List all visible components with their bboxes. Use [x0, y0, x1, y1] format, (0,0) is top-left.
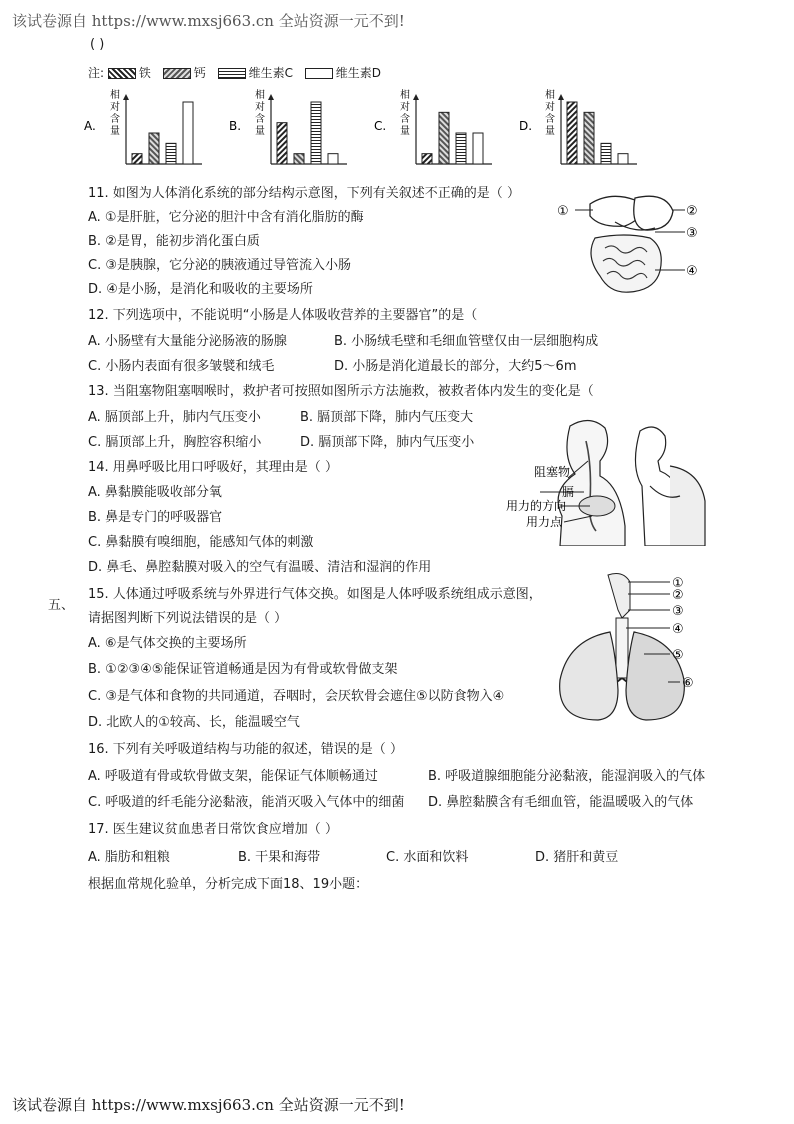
q12-option-a[interactable]: A. 小肠壁有大量能分泌肠液的肠腺 [88, 334, 287, 349]
heimlich-label-force-direction: 用力的方向 [506, 499, 567, 513]
q15-option-c[interactable]: C. ③是气体和食物的共同通道，吞咽时，会厌软骨会遮住⑤以防食物入④ [88, 689, 505, 704]
heimlich-label-obstruction: 阻塞物 [534, 465, 571, 479]
legend-swatch-iron [108, 68, 136, 79]
q15-option-b[interactable]: B. ①②③④⑤能保证管道畅通是因为有骨或软骨做支架 [88, 662, 398, 677]
chart-b-bar-vitamin-c [311, 102, 321, 164]
q17-option-c[interactable]: C. 水面和饮料 [386, 850, 469, 865]
chart-c-ylabel-char: 量 [400, 126, 410, 137]
chart-b-ylabel-char: 对 [255, 102, 265, 113]
chart-a-y-arrow [123, 94, 129, 100]
chart-c-bar-vitamin-c [456, 133, 466, 164]
digestive-label-2: ② [686, 204, 698, 219]
chart-c-bar-vitamin-d [473, 133, 483, 164]
q17-option-a[interactable]: A. 脂肪和粗粮 [88, 850, 170, 865]
chart-c-ylabel-char: 对 [400, 102, 410, 113]
q11-option-b[interactable]: B. ②是胃，能初步消化蛋白质 [88, 234, 260, 249]
chart-d-ylabel-char: 量 [545, 126, 555, 137]
digestive-system-figure [555, 186, 705, 304]
chart-d-bar-vitamin-d [618, 154, 628, 164]
q14-option-d[interactable]: D. 鼻毛、鼻腔黏膜对吸入的空气有温暖、清洁和湿润的作用 [88, 560, 432, 575]
chart-c-ylabel-char: 含 [400, 114, 410, 125]
q11-option-d[interactable]: D. ④是小肠，是消化和吸收的主要场所 [88, 282, 313, 297]
chart-d-option-label: D. [519, 119, 533, 133]
q16-option-b[interactable]: B. 呼吸道腺细胞能分泌黏液，能湿润吸入的气体 [428, 769, 706, 784]
heimlich-label-diaphragm: 膈 [562, 485, 575, 499]
chart-a-bar-vitamin-d [183, 102, 193, 164]
legend-label-calcium: 钙 [193, 66, 206, 80]
digestive-label-1: ① [557, 204, 569, 219]
q16-option-d[interactable]: D. 鼻腔黏膜含有毛细血管，能温暖吸入的气体 [428, 795, 694, 810]
q15-option-a[interactable]: A. ⑥是气体交换的主要场所 [88, 636, 247, 651]
chart-a-option-label: A. [84, 119, 96, 133]
q13-option-d[interactable]: D. 膈顶部下降，肺内气压变小 [300, 435, 475, 450]
chart-d-bar-vitamin-c [601, 143, 611, 164]
margin-mark: 五、 [48, 598, 75, 613]
chart-b [229, 88, 347, 164]
chart-b-ylabel-char: 相 [255, 90, 265, 101]
q13-option-b[interactable]: B. 膈顶部下降，肺内气压变大 [300, 410, 474, 425]
bar-charts-figure [80, 86, 640, 176]
chart-c-y-arrow [413, 94, 419, 100]
respiratory-system-figure [548, 570, 718, 730]
chart-b-y-arrow [268, 94, 274, 100]
q12-option-c[interactable]: C. 小肠内表面有很多皱襞和绒毛 [88, 359, 275, 374]
q13-option-a[interactable]: A. 膈顶部上升，肺内气压变小 [88, 410, 261, 425]
chart-d [519, 88, 637, 164]
chart-b-ylabel-char: 含 [255, 114, 265, 125]
digestive-label-4: ④ [686, 264, 698, 279]
q15-option-d[interactable]: D. 北欧人的①较高、长，能温暖空气 [88, 715, 300, 730]
q15-stem-2: 请据图判断下列说法错误的是（ ） [88, 611, 288, 626]
chart-d-ylabel-char: 含 [545, 114, 555, 125]
q13-option-c[interactable]: C. 膈顶部上升，胸腔容积缩小 [88, 435, 262, 450]
respiratory-label-1: ① [672, 576, 684, 591]
chart-c-option-label: C. [374, 119, 387, 133]
chart-a-bar-iron [132, 154, 142, 164]
q14-option-a[interactable]: A. 鼻黏膜能吸收部分氧 [88, 485, 222, 500]
q16-option-c[interactable]: C. 呼吸道的纤毛能分泌黏液，能消灭吸入气体中的细菌 [88, 795, 405, 810]
chart-b-bar-iron [277, 123, 287, 164]
respiratory-label-6: ⑥ [682, 676, 694, 691]
chart-a [84, 88, 202, 164]
q12-option-b[interactable]: B. 小肠绒毛壁和毛细血管壁仅由一层细胞构成 [334, 334, 599, 349]
chart-b-option-label: B. [229, 119, 242, 133]
q11-option-c[interactable]: C. ③是胰腺，它分泌的胰液通过导管流入小肠 [88, 258, 351, 273]
chart-a-ylabel-char: 相 [110, 90, 120, 101]
chart-d-bar-iron [567, 102, 577, 164]
chart-c-bar-calcium [439, 112, 449, 164]
chart-b-bar-calcium [294, 154, 304, 164]
heimlich-label-force-point: 用力点 [526, 515, 563, 529]
legend-prefix: 注: [88, 66, 105, 80]
q11-option-a[interactable]: A. ①是肝脏，它分泌的胆汁中含有消化脂肪的酶 [88, 210, 364, 225]
q14-stem: 14. 用鼻呼吸比用口呼吸好，其理由是（ ） [88, 460, 338, 475]
respiratory-label-2: ② [672, 588, 684, 603]
q11-stem: 11. 如图为人体消化系统的部分结构示意图，下列有关叙述不正确的是（ ） [88, 186, 520, 201]
q12-option-d[interactable]: D. 小肠是消化道最长的部分，大约5～6m [334, 359, 577, 374]
chart-b-bar-vitamin-d [328, 154, 338, 164]
chart-c [374, 88, 492, 164]
page-footer: 该试卷源自 https://www.mxsj663.cn 全站资源一元不到! [12, 1096, 405, 1114]
chart-d-bar-calcium [584, 112, 594, 164]
q14-option-b[interactable]: B. 鼻是专门的呼吸器官 [88, 510, 223, 525]
q12-stem: 12. 下列选项中，不能说明“小肠是人体吸收营养的主要器官”的是（ [88, 308, 478, 323]
chart-d-y-arrow [558, 94, 564, 100]
legend-swatch-calcium [163, 68, 191, 79]
legend-swatch-vitamin-c [218, 68, 246, 79]
legend-label-vitamin-d: 维生素D [335, 66, 382, 80]
chart-a-ylabel-char: 量 [110, 126, 120, 137]
respiratory-label-5: ⑤ [672, 648, 684, 663]
q18-intro: 根据血常规化验单，分析完成下面18、19小题： [88, 877, 369, 892]
q17-option-d[interactable]: D. 猪肝和黄豆 [535, 850, 619, 865]
page-header: 该试卷源自 https://www.mxsj663.cn 全站资源一元不到! [12, 12, 405, 30]
chart-a-ylabel-char: 对 [110, 102, 120, 113]
q16-stem: 16. 下列有关呼吸道结构与功能的叙述，错误的是（ ） [88, 742, 403, 757]
chart-legend [88, 64, 381, 81]
chart-c-ylabel-char: 相 [400, 90, 410, 101]
chart-a-ylabel-char: 含 [110, 114, 120, 125]
q14-option-c[interactable]: C. 鼻黏膜有嗅细胞，能感知气体的刺激 [88, 535, 314, 550]
chart-c-bar-iron [422, 154, 432, 164]
chart-d-ylabel-char: 对 [545, 102, 555, 113]
chart-a-bar-vitamin-c [166, 143, 176, 164]
chart-a-bar-calcium [149, 133, 159, 164]
chart-d-ylabel-char: 相 [545, 90, 555, 101]
chart-b-ylabel-char: 量 [255, 126, 265, 137]
q17-stem: 17. 医生建议贫血患者日常饮食应增加（ ） [88, 822, 338, 837]
respiratory-label-4: ④ [672, 622, 684, 637]
legend-label-iron: 铁 [138, 66, 151, 80]
legend-swatch-vitamin-d [305, 68, 333, 79]
respiratory-label-3: ③ [672, 604, 684, 619]
previous-question-paren: ( ) [90, 37, 105, 52]
heimlich-figure [500, 406, 720, 546]
legend-label-vitamin-c: 维生素C [248, 66, 293, 80]
q15-stem: 15. 人体通过呼吸系统与外界进行气体交换。如图是人体呼吸系统组成示意图， [88, 587, 542, 602]
digestive-label-3: ③ [686, 226, 698, 241]
q16-option-a[interactable]: A. 呼吸道有骨或软骨做支架，能保证气体顺畅通过 [88, 769, 378, 784]
q17-option-b[interactable]: B. 干果和海带 [238, 850, 321, 865]
q13-stem: 13. 当阻塞物阻塞咽喉时，救护者可按照如图所示方法施救，被救者体内发生的变化是（ [88, 384, 594, 399]
